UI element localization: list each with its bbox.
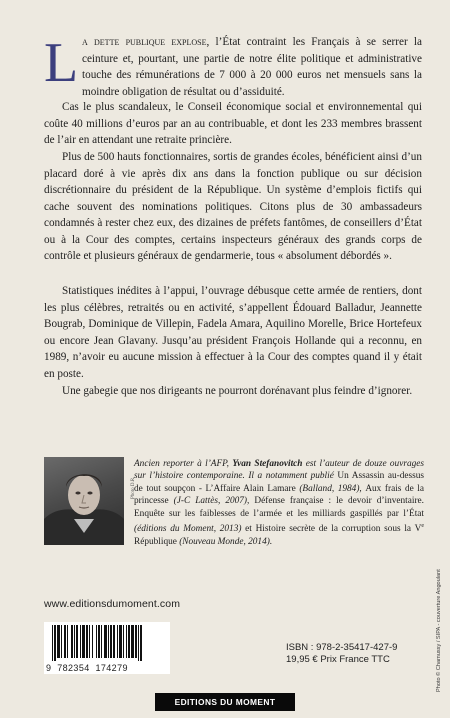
intro-paragraph: [82, 34, 422, 100]
photo-credit: Photo D.R.: [131, 476, 136, 499]
barcode-bar: [61, 625, 62, 658]
barcode-bar: [54, 625, 56, 661]
barcode-bar: [86, 625, 88, 658]
barcode-bar: [123, 625, 124, 658]
barcode-bar: [138, 625, 139, 661]
barcode-bar: [74, 625, 75, 658]
price: 19,95 € Prix France TTC: [286, 654, 390, 665]
intro-lead: a dette publique explose: [82, 36, 207, 48]
isbn: ISBN : 978-2-35417-427-9: [286, 642, 398, 653]
isbn-block: [286, 642, 397, 666]
barcode-bar: [128, 625, 130, 658]
barcode-bar: [117, 625, 118, 658]
cover-credit: Photo © Chamussy / SIPA - couverture Angoulant: [436, 569, 442, 692]
paragraph-cese: Cas le plus scandaleux, le Conseil économique social et environnemental qui coûte 40 millions d’euros par an au contribuable, et dont les 233 membres brassent de l’air en attendant une retraite princière.: [44, 101, 422, 146]
author-bio: Ancien reporter à l’AFP, Yvan Stefanovitch est l’auteur de douze ouvrages sur l’histoire contemporaine. Il a notamment publié Un Assassin au-dessus de tout soupçon - L’Affaire Alain Lamare (Balland, 1984), Aux frais de la princesse (J-C Lattès, 2007), Défense française : le devoir d’inventaire. Enquête sur les faiblesses de l’armée et les milliards gaspillés par l’État (éditions du Moment, 2013) et Histoire secrète de la corruption sous la Ve République (Nouveau Monde, 2014).: [134, 459, 424, 547]
barcode-bar: [140, 625, 142, 661]
barcode-bar: [76, 625, 78, 658]
barcode-bar: [82, 625, 85, 658]
barcode-bar: [98, 625, 100, 658]
publisher-logo: EDITIONS DU MOMENT: [155, 693, 295, 711]
barcode-bar: [89, 625, 90, 658]
paragraph-conclusion: Une gabegie que nos dirigeants ne pourront dorénavant plus feindre d’ignorer.: [62, 385, 413, 397]
barcode-bar: [67, 625, 68, 658]
barcode-bar: [131, 625, 134, 658]
barcode-bar: [110, 625, 112, 658]
barcode-bar: [135, 625, 137, 658]
barcode-bar: [119, 625, 122, 658]
barcode-bars: [44, 622, 170, 662]
barcode-bar: [80, 625, 81, 658]
barcode-bar: [52, 625, 53, 661]
barcode-bar: [57, 625, 60, 658]
author-photo: [44, 457, 124, 545]
barcode-bar: [104, 625, 107, 658]
barcode-bar: [113, 625, 115, 658]
barcode-bar: [108, 625, 109, 658]
barcode-bar: [92, 625, 93, 658]
paragraph-rentiers: Statistiques inédites à l’appui, l’ouvrage débusque cette armée de rentiers, dont les plus célèbres, retraités ou en activité, s’appellent Édouard Balladur, Jeannette Bougrab, Dominique de Villepin, Fadela Amara, Aquilino Morelle, Brice Hortefeux ou encore Jean Glavany. Jusqu’au président François Hollande qui a reconnu, en 1989, n’avoir eu aucune mission à effectuer à la Cour des comptes quand il y était en poste.: [44, 285, 422, 380]
paragraph-fonctionnaires: Plus de 500 hauts fonctionnaires, sortis de grandes écoles, bénéficient ainsi d’un placard doré à vie après dix ans dans la fonction publique ou sur décision discrétionnaire du président de la République. Un système d’emplois fictifs qui cache souvent des nominations politiques. Citons plus de 30 ambassadeurs condamnés à rester chez eux, des dizaines de préfets fantômes, de conseillers d’État ou à la Cour des comptes, certains inspecteurs généraux des grands corps de contrôle et plusieurs généraux de gendarmerie, tous « absolument débordés ».: [44, 151, 422, 262]
website-link[interactable]: www.editionsdumoment.com: [44, 598, 181, 610]
intro-rest: , l’État contraint les Français à se serrer la ceinture et, pourtant, une partie de notre élite politique et administrative touche des rémunérations de 7 000 à 20 000 euros net mensuels sans la moindre obligation de résultat ou d’assiduité.: [82, 36, 422, 98]
author-name: Yvan Stefanovitch: [232, 459, 303, 469]
barcode-bar: [126, 625, 127, 658]
barcode-bar: [64, 625, 66, 658]
barcode-number: 9 782354 174279: [46, 663, 128, 673]
barcode: [44, 622, 170, 674]
drop-cap: L: [44, 32, 79, 94]
barcode-bar: [71, 625, 73, 658]
barcode-bar: [101, 625, 102, 658]
barcode-bar: [96, 625, 97, 658]
